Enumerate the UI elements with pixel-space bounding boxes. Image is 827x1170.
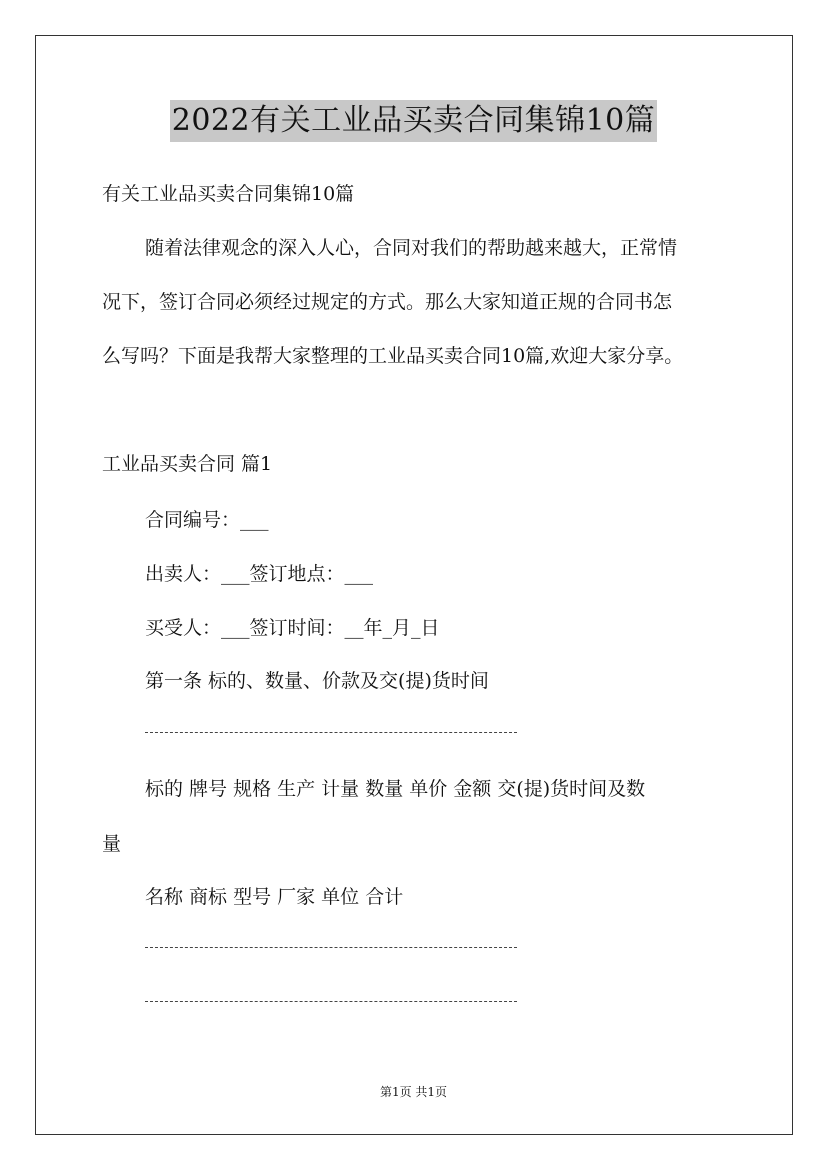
table-header-row-2: 名称 商标 型号 厂家 单位 合计 — [145, 886, 404, 908]
intro-line-3: 么写吗？下面是我帮大家整理的工业品买卖合同10篇,欢迎大家分享。 — [102, 345, 684, 367]
dashed-divider — [145, 1001, 517, 1002]
title-container — [0, 100, 827, 142]
seller-field: 出卖人：___签订地点：___ — [145, 563, 374, 585]
article-1-heading: 第一条 标的、数量、价款及交(提)货时间 — [145, 670, 489, 692]
table-header-row-1-continued: 量 — [102, 833, 122, 855]
buyer-field: 买受人：___签订时间：__年_月_日 — [145, 617, 440, 639]
section-heading: 工业品买卖合同 篇1 — [102, 453, 273, 475]
document-subtitle: 有关工业品买卖合同集锦10篇 — [102, 183, 355, 205]
dashed-divider — [145, 947, 517, 948]
table-header-row-1: 标的 牌号 规格 生产 计量 数量 单价 金额 交(提)货时间及数 — [145, 778, 646, 800]
intro-line-2: 况下，签订合同必须经过规定的方式。那么大家知道正规的合同书怎 — [102, 291, 673, 313]
page-footer: 第1页 共1页 — [379, 1085, 448, 1099]
intro-line-1: 随着法律观念的深入人心，合同对我们的帮助越来越大，正常情 — [145, 237, 678, 259]
contract-number-field: 合同编号：___ — [145, 509, 269, 531]
dashed-divider — [145, 732, 517, 733]
document-title: 2022有关工业品买卖合同集锦10篇 — [170, 100, 658, 142]
